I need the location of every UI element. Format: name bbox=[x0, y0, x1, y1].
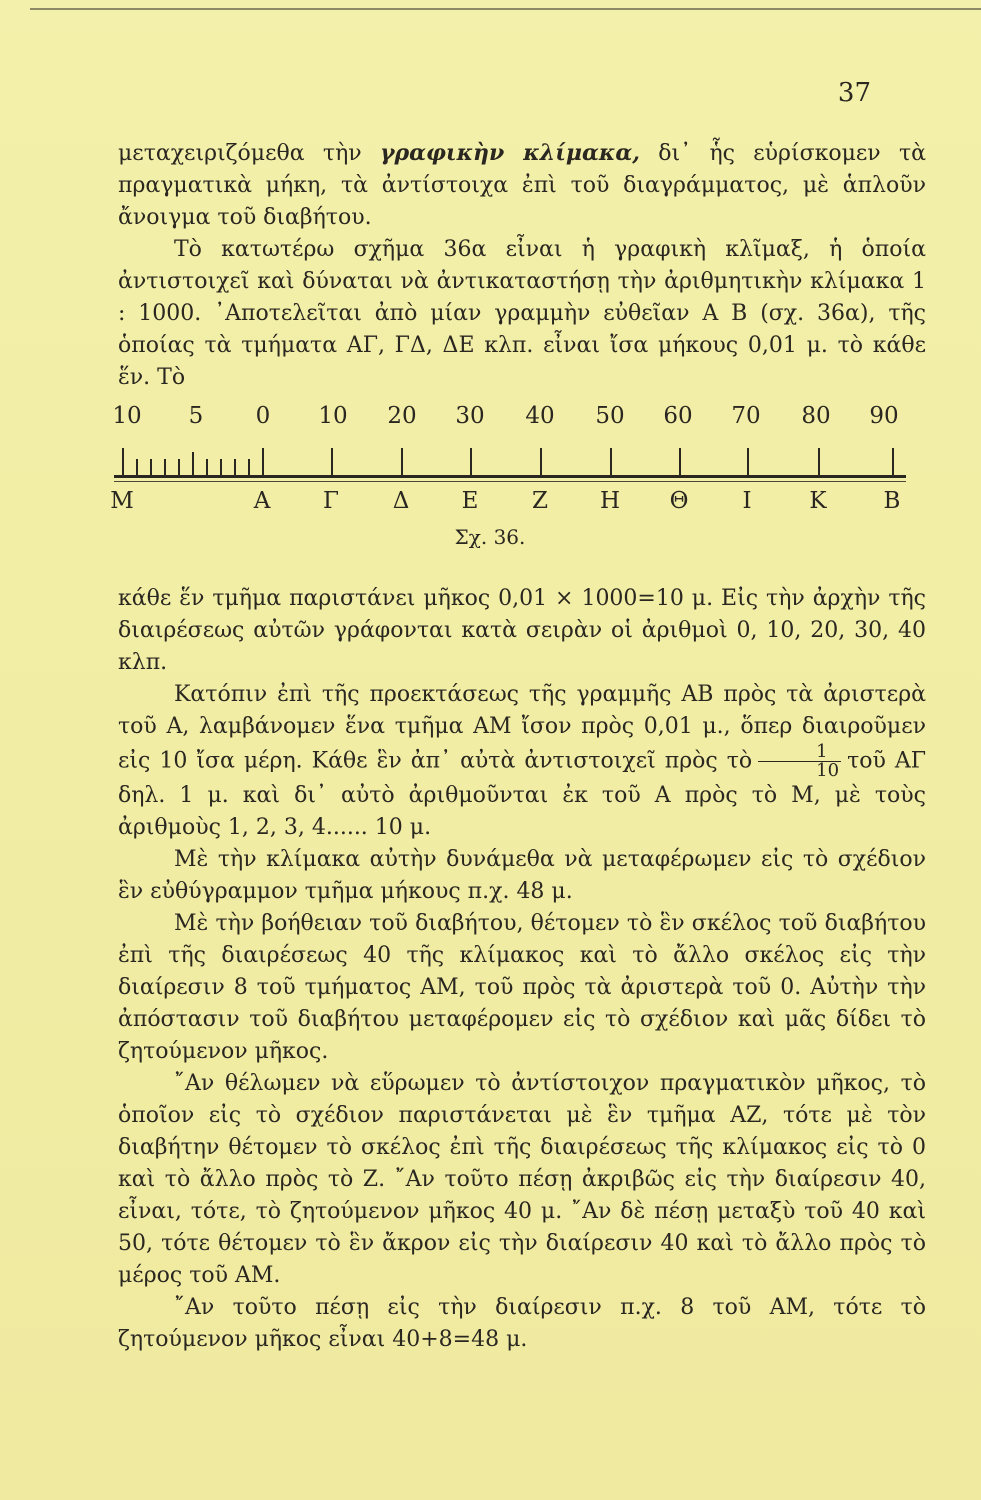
intro-text-after: δι᾿ ἧς εὑρίσκομεν τὰ πραγματικὰ μήκη, τὰ ἀντίστοιχα ἐπὶ τοῦ διαγράμματος, μὲ ἁπλοῦν ἄνοιγμα τοῦ διαβήτου. bbox=[118, 141, 926, 230]
paragraph-subdivision bbox=[118, 679, 926, 844]
scale-label-1: 5 bbox=[188, 403, 204, 429]
scale-label-8: 60 bbox=[663, 403, 693, 429]
major-tick-6 bbox=[747, 448, 749, 476]
major-tick-4 bbox=[610, 448, 612, 476]
minor-tick-7 bbox=[220, 459, 222, 476]
minor-tick-6 bbox=[206, 459, 208, 476]
point-label-10: Β bbox=[883, 488, 901, 514]
scale-label-2: 0 bbox=[255, 403, 271, 429]
point-label-7: Θ bbox=[669, 488, 689, 514]
fraction-numerator: 1 bbox=[758, 743, 841, 762]
scale-line-underline bbox=[114, 481, 906, 482]
major-tick-5 bbox=[679, 448, 681, 476]
intro-text-before: μεταχειριζόμεθα τὴν bbox=[118, 141, 380, 166]
point-label-4: Ε bbox=[461, 488, 479, 514]
point-label-5: Ζ bbox=[532, 488, 548, 514]
point-label-1: Α bbox=[253, 488, 271, 514]
major-tick-3 bbox=[540, 448, 542, 476]
minor-tick-4 bbox=[178, 459, 180, 476]
minor-tick-3 bbox=[164, 459, 166, 476]
paragraph-compass-method: Μὲ τὴν βοήθειαν τοῦ διαβήτου, θέτομεν τὸ ἓν σκέλος τοῦ διαβήτου ἐπὶ τῆς διαιρέσεως 40 τῆς κλίμακος καὶ τὸ ἄλλο σκέλος εἰς τὴν διαίρεσιν 8 τοῦ τμήματος ΑΜ, τοῦ πρὸς τὰ ἀριστερὰ τοῦ 0. Αὐτὴν τὴν ἀπόστασιν τοῦ διαβήτου μεταφέρομεν εἰς τὸ σχέδιον καὶ μᾶς δίδει τὸ ζητούμενον μῆκος. bbox=[118, 911, 926, 1064]
scale-label-3: 10 bbox=[318, 403, 348, 429]
major-tick-2 bbox=[470, 448, 472, 476]
scale-label-7: 50 bbox=[595, 403, 625, 429]
scale-label-6: 40 bbox=[525, 403, 555, 429]
scale-label-9: 70 bbox=[731, 403, 761, 429]
paragraph-reverse-measure: ῎Αν θέλωμεν νὰ εὕρωμεν τὸ ἀντίστοιχον πραγματικὸν μῆκος, τὸ ὁποῖον εἰς τὸ σχέδιον παριστάνεται μὲ ἓν τμῆμα ΑΖ, τότε μὲ τὸν διαβήτην θέτομεν τὸ σκέλος ἐπὶ τῆς διαιρέσεως τῆς κλίμακος εἰς τὸ 0 καὶ τὸ ἄλλο πρὸς τὸ Ζ. ῎Αν τοῦτο πέσῃ ἀκριβῶς εἰς τὴν διαίρεσιν 40, εἶναι, τότε, τὸ ζητούμενον μῆκος 40 μ. ῎Αν δὲ πέσῃ μεταξὺ τοῦ 40 καὶ 50, τότε θέτομεν τὸ ἓν ἄκρον εἰς τὴν διαίρεσιν 40 καὶ τὸ ἄλλο πρὸς τὸ μέρος τοῦ ΑΜ. bbox=[118, 1071, 926, 1288]
one-tenth-fraction bbox=[758, 743, 841, 780]
scale-label-11: 90 bbox=[869, 403, 899, 429]
top-edge-rule bbox=[30, 8, 981, 10]
point-label-3: Δ bbox=[392, 488, 410, 514]
paragraph-scale-definition: Τὸ κατωτέρω σχῆμα 36α εἶναι ἡ γραφικὴ κλῖμαξ, ἡ ὁποία ἀντιστοιχεῖ καὶ δύναται νὰ ἀντικαταστήσῃ τὴν ἀριθμητικὴν κλίμακα 1 : 1000. ᾿Αποτελεῖται ἀπὸ μίαν γραμμὴν εὐθεῖαν Α Β (σχ. 36α), τῆς ὁποίας τὰ τμήματα ΑΓ, ΓΔ, ΔΕ κλπ. εἶναι ἴσα μήκους 0,01 μ. τὸ κάθε ἕν. Τὸ bbox=[118, 237, 926, 390]
point-label-8: Ι bbox=[742, 488, 752, 514]
scale-ticks bbox=[0, 445, 981, 476]
graphic-scale-term: γραφικὴν κλίμακα, bbox=[379, 140, 640, 166]
minor-tick-8 bbox=[234, 459, 236, 476]
point-label-6: Η bbox=[599, 488, 621, 514]
major-tick-7 bbox=[818, 448, 820, 476]
minor-tick-0 bbox=[122, 448, 124, 476]
text-block-bottom bbox=[118, 583, 926, 1356]
point-label-9: Κ bbox=[809, 488, 827, 514]
scale-label-10: 80 bbox=[801, 403, 831, 429]
scale-label-0: 10 bbox=[112, 403, 142, 429]
minor-tick-2 bbox=[150, 459, 152, 476]
figure-caption: Σχ. 36. bbox=[454, 525, 526, 549]
scale-label-4: 20 bbox=[387, 403, 417, 429]
major-tick-8 bbox=[892, 448, 894, 476]
point-label-0: Μ bbox=[110, 488, 134, 514]
intro-paragraph bbox=[118, 137, 926, 234]
point-label-2: Γ bbox=[323, 488, 339, 514]
minor-tick-5 bbox=[192, 452, 194, 476]
fraction-denominator: 10 bbox=[816, 760, 840, 781]
major-tick-1 bbox=[401, 448, 403, 476]
minor-tick-9 bbox=[248, 459, 250, 476]
minor-tick-10 bbox=[262, 448, 264, 476]
page-number: 37 bbox=[837, 78, 871, 108]
paragraph-segment-meaning: κάθε ἕν τμῆμα παριστάνει μῆκος 0,01 × 1000=10 μ. Εἰς τὴν ἀρχὴν τῆς διαιρέσεως αὐτῶν γράφονται κατὰ σειρὰν οἱ ἀριθμοὶ 0, 10, 20, 30, 40 κλπ. bbox=[118, 586, 926, 675]
minor-tick-1 bbox=[136, 459, 138, 476]
scale-label-5: 30 bbox=[455, 403, 485, 429]
paragraph-transfer: Μὲ τὴν κλίμακα αὐτὴν δυνάμεθα νὰ μεταφέρωμεν εἰς τὸ σχέδιον ἓν εὐθύγραμμον τμῆμα μήκους π.χ. 48 μ. bbox=[118, 847, 926, 904]
graphic-scale-figure bbox=[0, 395, 981, 565]
text-block-top bbox=[118, 137, 926, 394]
paragraph-example-result: ῎Αν τοῦτο πέσῃ εἰς τὴν διαίρεσιν π.χ. 8 τοῦ ΑΜ, τότε τὸ ζητούμενον μῆκος εἶναι 40+8=48 μ. bbox=[118, 1295, 926, 1352]
major-tick-0 bbox=[331, 448, 333, 476]
subdivision-text-1: Κατόπιν ἐπὶ τῆς προεκτάσεως τῆς γραμμῆς ΑΒ πρὸς τὰ ἀριστερὰ τοῦ Α, λαμβάνομεν ἕνα τμῆμα ΑΜ ἴσον πρὸς 0,01 μ., ὅπερ διαιροῦμεν εἰς 10 ἴσα μέρη. Κάθε ἓν ἀπ᾿ αὐτὰ ἀντιστοιχεῖ πρὸς τὸ bbox=[118, 682, 926, 774]
subdivision-text-2: τοῦ ΑΓ δηλ. 1 μ. καὶ δι᾿ αὐτὸ ἀριθμοῦνται ἐκ τοῦ Α πρὸς τὸ Μ, μὲ τοὺς ἀριθμοὺς 1, 2, 3, 4...... 10 μ. bbox=[118, 748, 927, 840]
scale-line bbox=[114, 475, 906, 478]
